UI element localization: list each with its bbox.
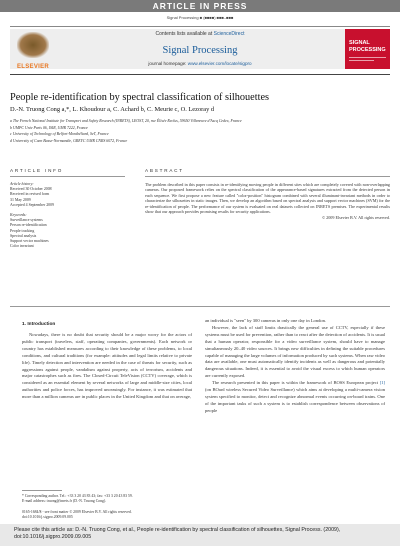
journal-reference: Signal Processing ■ (■■■■) ■■■–■■■ — [166, 15, 234, 20]
keyword: Color invariant — [10, 244, 34, 249]
abstract-rule — [145, 176, 390, 177]
affiliation: b UMPC Univ Paris 06, ISIR, UMR 7222, France — [10, 125, 88, 130]
keywords-label: Keywords: — [10, 213, 27, 218]
section-heading: 1. Introduction — [22, 322, 56, 327]
keyword: Support vector machines — [10, 239, 49, 244]
article-in-press-banner: ARTICLE IN PRESS — [0, 0, 400, 12]
affiliation: a The French National Institute for Transport and Safety Research (INRETS), LEOST, 20, rue Élisée Reclus, 59650 Villeneuve d'Ascq Cedex, France — [10, 119, 242, 123]
article-info: Article history: Received 30 October 2008 Received in revised form 31 May 2009 Accepted 4 September 2009 Keywords: Surveillance systems Person re-identification People tracking Spectral analysis Support vector machines Color invariant — [10, 182, 125, 249]
section-rule — [10, 306, 390, 307]
homepage-prefix: journal homepage: — [148, 61, 187, 66]
author-list: D.-N. Truong Cong a,*, L. Khoudour a, C. Achard b, C. Meurie c, O. Lezoray d — [10, 106, 215, 113]
journal-title: Signal Processing — [162, 45, 238, 56]
affiliation: c University of Technology of Belfort-Montbéliard, SeT, France — [10, 132, 109, 137]
history-label: Article history: — [10, 182, 34, 186]
author-email: E-mail address: truong@inrets.fr (D.-N. Truong Cong). — [22, 499, 107, 504]
paragraph: an individual is "seen" by 300 cameras in only one day in London. — [205, 318, 327, 323]
doi-line: doi:10.1016/j.sigpro.2009.09.005 — [22, 514, 73, 519]
citation-text: Please cite this article as: D.-N. Truong Cong, et al., People re-identification by spectral classification of silhouettes, Signal Process. (2009), doi:10.1016/j.sigpro.2009.09.005 — [14, 527, 341, 540]
article-title: People re-identification by spectral classification of silhouettes — [10, 92, 270, 103]
keyword: Person re-identification — [10, 223, 47, 228]
abstract-heading: ABSTRACT — [145, 168, 184, 173]
header-divider — [10, 26, 390, 27]
affiliation: d University of Caen Basse-Normandie, GREYC UMR CNRS 6072, France — [10, 138, 128, 143]
article-info-heading: ARTICLE INFO — [10, 168, 64, 173]
copyright-notice: © 2009 Elsevier B.V. All rights reserved. — [321, 215, 390, 221]
homepage-link[interactable]: www.elsevier.com/locate/sigpro — [187, 61, 252, 66]
journal-cover-thumbnail — [345, 29, 390, 69]
elsevier-logo — [12, 30, 54, 70]
publisher-name: ELSEVIER — [16, 64, 50, 70]
sciencedirect-link[interactable]: ScienceDirect — [213, 31, 245, 37]
abstract — [145, 182, 390, 221]
contents-line — [60, 31, 340, 37]
paragraph: However, the lack of staff limits drastically the general use of CCTV, especially if these systems must be used for prevention, rather than to react after the detection of accidents. It is usual that a human operator, responsible for a video surveillance system, should have to manage simultaneously 20–40 video sources. It brings new difficulties in defining the suitable procedures capable of managing the large volumes of information produced by such systems. When raw video data are available, one must automatically identify incidents as well as dangerous and potentially dangerous situations. Indeed, it is essential to avoid the visual excess to which human operators are currently exposed. — [205, 324, 385, 379]
article-info-rule — [10, 176, 125, 177]
issn-line: 0165-1684/$ - see front matter © 2009 Elsevier B.V. All rights reserved. — [22, 509, 132, 514]
keyword: Spectral analysis — [10, 233, 37, 238]
journal-homepage — [60, 61, 340, 66]
abstract-text: The problem described in this paper consists in re-identifying moving people in different sites which are completely covered with non-overlapping cameras. Our proposed framework relies on the spectral classification of the appearance-based signatures extracted from the detected person in each sequence. We first propose a new feature called "color-position" histogram combined with several illuminant-invariant methods in order to characterize the silhouettes in static images. Then, we develop an algorithm based on spectral analysis and support vector machines (SVM) for the re-identification of people. The performance of our system is evaluated on real datasets collected on INRETS premises. The experimental results show that our approach provides promising results for security applications. — [145, 182, 390, 215]
masthead-rule — [10, 74, 390, 75]
body-column-right — [205, 318, 385, 415]
affiliations — [10, 118, 390, 144]
keyword: Surveillance systems — [10, 218, 43, 223]
elsevier-tree-icon — [17, 32, 49, 58]
corresponding-author: * Corresponding author. Tel.: +33 3 20 43 83 43; fax: +33 3 20 43 83 59. — [22, 494, 133, 498]
contents-prefix: Contents lists available at — [155, 31, 213, 37]
paragraph: The research presented in this paper is within the framework of BOSS European project [1] (on BOard wireless Secured Video Surveillance) which aims at developing a multi-camera vision system specified to monitor, detect and recognize abnormal events occurring on-board trains. One of the important tasks of such a system is to establish correspondence between observations of people — [205, 380, 385, 413]
body-column-left — [22, 332, 192, 401]
footnote — [22, 494, 192, 520]
paragraph: Nowadays, there is no doubt that security should be a major worry for the actors of public transport (travelers, staff, operating companies, governments). Each network or country has established measures according to their knowledge of these problems, to local conditions, and cultural traditions (for example: attitudes and legal limits relative to private life). Timely detection and intervention are needed in the case of threats for security, such as aggressions against people, vandalism against property, acts of terrorism, accidents and major catastrophes such as fires. The Closed-Circuit TeleVision (CCTV) coverage, which is considered as an essential element by several networks of large and middle-size cities, local authorities and police forces, has improved unceasingly. For instance, it was estimated that more than a million cameras are in public places in the United Kingdom and that on average, — [22, 332, 192, 400]
reference-link[interactable]: [1] — [379, 380, 385, 386]
keyword: People tracking — [10, 228, 35, 233]
footnote-rule — [22, 490, 62, 491]
cover-title: SIGNAL PROCESSING — [349, 40, 386, 53]
